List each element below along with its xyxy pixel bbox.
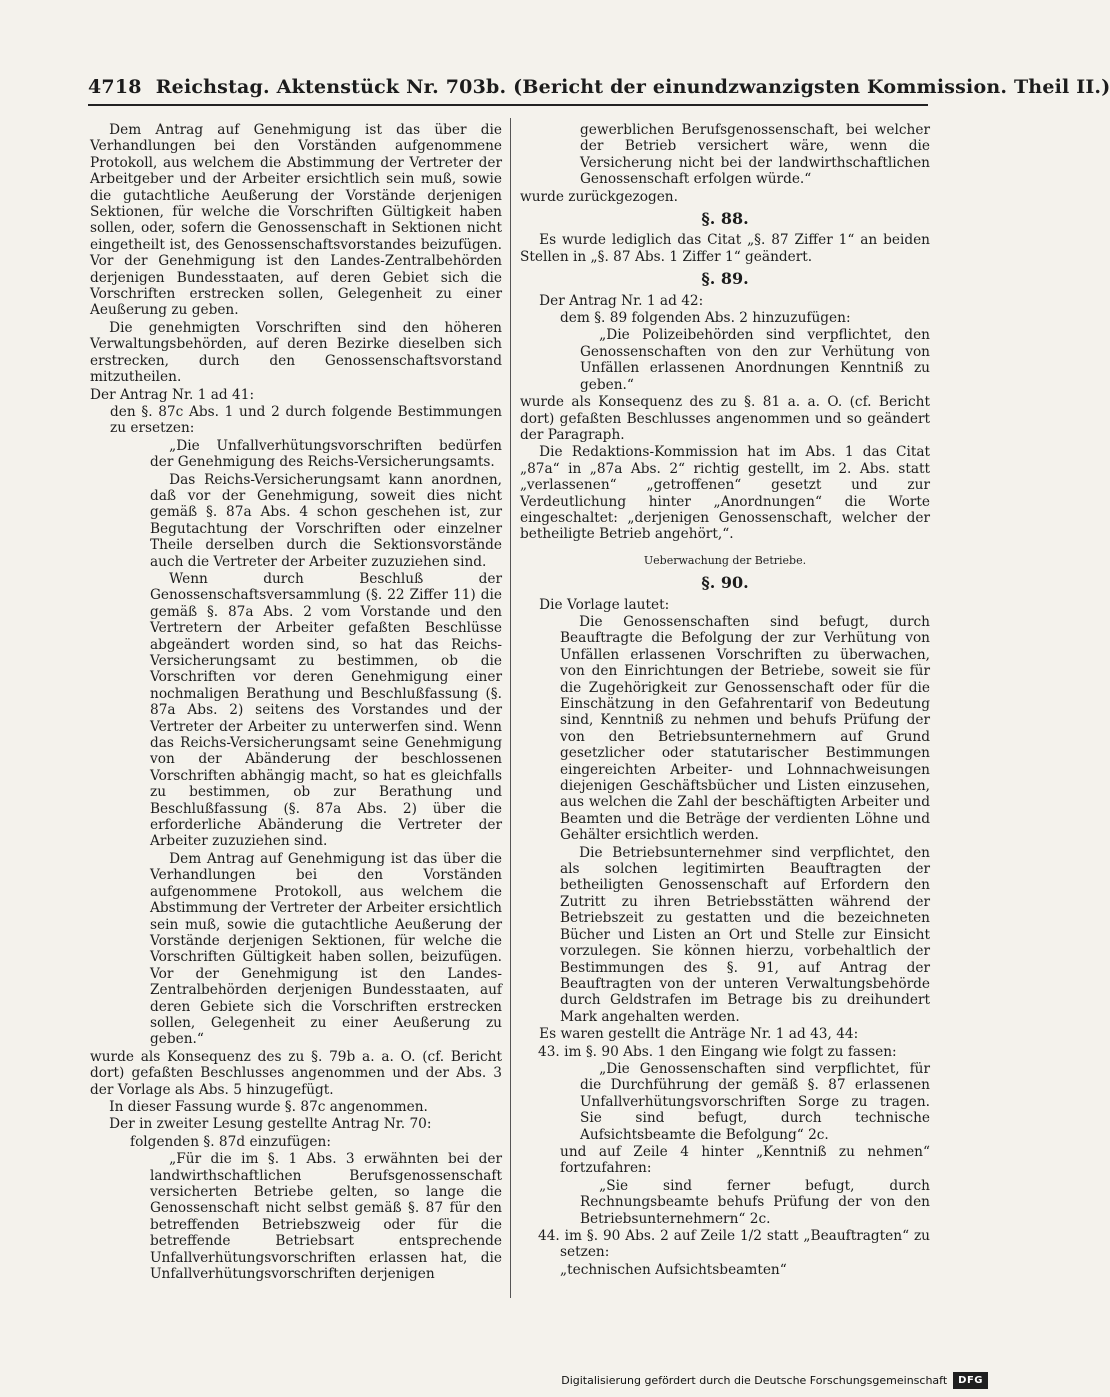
header-title: Reichstag. Aktenstück Nr. 703b. (Bericht der einundzwanzigsten Kommission. Theil II.) xyxy=(155,76,1110,98)
paragraph: Die genehmigten Vorschriften sind den höheren Verwaltungsbehörden, auf deren Bezirke dieselben sich erstrecken, durch den Genossenschaftsvorstand mitzutheilen. xyxy=(90,319,502,386)
paragraph: Der in zweiter Lesung gestellte Antrag Nr. 70: xyxy=(109,1116,432,1133)
section-heading: §. 90. xyxy=(701,573,749,593)
quoted-paragraph: „Für die im §. 1 Abs. 3 erwähnten bei der landwirthschaftlichen Berufsgenossenschaft versicherten Betriebe gelten, so lange die Genossenschaft nicht selbst gemäß §. 87 für den betreffenden Betriebszweig oder für die betreffende Betriebsart entsprechende Unfallverhütungsvorschriften erlassen hat, die Unfallverhütungsvorschriften derjenigen xyxy=(150,1151,502,1283)
paragraph: wurde als Konsequenz des zu §. 81 a. a. O. (cf. Bericht dort) gefaßten Beschlusses angenommen und so geändert der Paragraph. xyxy=(520,394,930,443)
quoted-paragraph: „Die Genossenschaften sind verpflichtet, für die Durchführung der gemäß §. 87 erlassenen Unfallverhütungsvorschriften Sorge zu tragen. Sie sind befugt, durch technische Aufsichtsbeamte die Befolgung“ 2c. xyxy=(580,1060,930,1143)
quoted-paragraph: „Sie sind ferner befugt, durch Rechnungsbeamte behufs Prüfung der von den Betriebsunternehmern“ 2c. xyxy=(580,1177,930,1227)
quoted-paragraph: Die Genossenschaften sind befugt, durch Beauftragte die Befolgung der zur Verhütung von Unfällen erlassenen Vorschriften zu überwachen, von den Einrichtungen der Betriebe, soweit sie für die Zugehörigkeit zur Genossenschaft oder für die Einschätzung in den Gefahrentarif von Bedeutung sind, Kenntniß zu nehmen und behufs Prüfung der von den Betriebsunternehmern auf Grund gesetzlicher oder statutarischer Bestimmungen eingereichten Arbeiter- und Lohnnachweisungen diejenigen Geschäftsbücher und Listen einzusehen, aus welchen die Zahl der beschäftigten Arbeiter und Beamten und die Beträge der verdienten Löhne und Gehälter ersichtlich werden. xyxy=(560,613,930,844)
paragraph: Der Antrag Nr. 1 ad 42: xyxy=(539,292,704,309)
paragraph: und auf Zeile 4 hinter „Kenntniß zu nehmen“ fortzufahren: xyxy=(560,1143,930,1177)
dfg-logo: DFG xyxy=(953,1372,988,1389)
quoted-paragraph: „technischen Aufsichtsbeamten“ xyxy=(560,1261,787,1278)
section-heading: §. 88. xyxy=(701,209,749,229)
footer-text: Digitalisierung gefördert durch die Deutsche Forschungsgemeinschaft xyxy=(561,1373,948,1387)
subsection-heading: Ueberwachung der Betriebe. xyxy=(643,553,807,567)
paragraph: Es waren gestellt die Anträge Nr. 1 ad 43, 44: xyxy=(539,1026,859,1043)
paragraph: Der Antrag Nr. 1 ad 41: xyxy=(90,386,255,403)
paragraph: Die Redaktions-Kommission hat im Abs. 1 das Citat „87a“ in „87a Abs. 2“ richtig gestellt, im 2. Abs. statt „verlassenen“ „getroffenen“ gesetzt und zur Verdeutlichung hinter „Anordnungen“ die Worte eingeschaltet: „derjenigen Genossenschaft, welcher der betheiligte Betrieb angehört,“. xyxy=(520,444,930,543)
right-column xyxy=(520,122,930,1279)
header-rule xyxy=(88,104,928,106)
quoted-paragraph: Das Reichs-Versicherungsamt kann anordnen, daß vor der Genehmigung, soweit dies nicht gemäß §. 87a Abs. 4 schon geschehen ist, zur Begutachtung der Vorschriften oder einzelner Theile derselben durch die Sektionsvorstände auch die Vertreter der Arbeiter zuzuziehen sind. xyxy=(150,471,502,570)
quoted-paragraph: „Die Polizeibehörden sind verpflichtet, den Genossenschaften von den zur Verhütung von Unfällen erlassenen Anordnungen Kenntniß zu geben.“ xyxy=(580,327,930,393)
quoted-paragraph: Die Betriebsunternehmer sind verpflichtet, den als solchen legitimirten Beauftragten der betheiligten Genossenschaft auf Erfordern den Zutritt zu ihren Betriebsstätten während der Betriebszeit zu gestatten und die bezeichneten Bücher und Listen an Ort und Stelle zur Einsicht vorzulegen. Sie können hierzu, vorbehaltlich der Bestimmungen des §. 91, auf Antrag der Beauftragten von der unteren Verwaltungsbehörde durch Geldstrafen im Betrage bis zu dreihundert Mark angehalten werden. xyxy=(560,844,930,1025)
running-header xyxy=(88,76,1110,98)
page-number: 4718 xyxy=(88,76,142,98)
quoted-paragraph: Dem Antrag auf Genehmigung ist das über die Verhandlungen bei den Vorständen aufgenommene Protokoll, aus welchem die Abstimmung der Vertreter der Arbeiter ersichtlich sein muß, sowie die gutachtliche Aeußerung der Vorstände derjenigen Sektionen, für welche die Vorschriften Gültigkeit haben sollen, beizufügen. Vor der Genehmigung ist den Landes-Zentralbehörden derjenigen Bundesstaaten, auf deren Gebiete sich die Vorschriften erstrecken sollen, Gelegenheit zu einer Aeußerung zu geben.“ xyxy=(150,850,502,1048)
column-divider xyxy=(510,118,511,1298)
paragraph: Die Vorlage lautet: xyxy=(539,596,670,613)
digitization-footer xyxy=(561,1369,988,1391)
paragraph: wurde zurückgezogen. xyxy=(520,188,678,205)
left-column xyxy=(90,122,502,1283)
list-item: 44. im §. 90 Abs. 2 auf Zeile 1/2 statt „Beauftragten“ zu setzen: xyxy=(538,1228,930,1261)
section-heading: §. 89. xyxy=(701,269,749,289)
paragraph: In dieser Fassung wurde §. 87c angenommen. xyxy=(109,1098,428,1115)
quoted-paragraph: Wenn durch Beschluß der Genossenschaftsversammlung (§. 22 Ziffer 11) die gemäß §. 87a Abs. 2 vom Vorstande und den Vertretern der Arbeiter gefaßten Beschlüsse abgeändert worden sind, so hat das Reichs-Versicherungsamt zu bestimmen, ob die Vorschriften vor deren Genehmigung einer nochmaligen Berathung und Beschlußfassung (§. 87a Abs. 2) seitens des Vorstandes und der Vertreter der Arbeiter zu unterwerfen sind. Wenn das Reichs-Versicherungsamt seine Genehmigung von der Abänderung der beschlossenen Vorschriften abhängig macht, so hat es gleichfalls zu bestimmen, ob zur Berathung und Beschlußfassung (§. 87a Abs. 2) über die erforderliche Abänderung die Vertreter der Arbeiter zuzuziehen sind. xyxy=(150,570,502,850)
list-item: 43. im §. 90 Abs. 1 den Eingang wie folgt zu fassen: xyxy=(538,1043,897,1060)
paragraph: Es wurde lediglich das Citat „§. 87 Ziffer 1“ an beiden Stellen in „§. 87 Abs. 1 Ziffer 1“ geändert. xyxy=(520,232,930,265)
paragraph: wurde als Konsequenz des zu §. 79b a. a. O. (cf. Bericht dort) gefaßten Beschlusses angenommen und der Abs. 3 der Vorlage als Abs. 5 hinzugefügt. xyxy=(90,1048,502,1098)
paragraph: dem §. 89 folgenden Abs. 2 hinzuzufügen: xyxy=(560,310,851,327)
quoted-paragraph: „Die Unfallverhütungsvorschriften bedürfen der Genehmigung des Reichs-Versicherungsamts. xyxy=(150,437,502,471)
paragraph: folgenden §. 87d einzufügen: xyxy=(130,1133,331,1150)
quoted-paragraph: gewerblichen Berufsgenossenschaft, bei welcher der Betrieb versichert wäre, wenn die Versicherung nicht bei der landwirthschaftlichen Genossenschaft erfolgen würde.“ xyxy=(580,122,930,188)
paragraph: Dem Antrag auf Genehmigung ist das über die Verhandlungen bei den Vorständen aufgenommene Protokoll, aus welchem die Abstimmung der Vertreter der Arbeitgeber und der Arbeiter ersichtlich sein muß, sowie die gutachtliche Aeußerung der Vorstände derjenigen Sektionen, für welche die Vorschriften Gültigkeit haben sollen, oder, sofern die Genossenschaft in Sektionen nicht eingetheilt ist, des Genossenschaftsvorstandes beizufügen. Vor der Genehmigung ist den Landes-Zentralbehörden derjenigen Bundesstaaten, auf deren Gebiet sich die Vorschriften erstrecken sollen, Gelegenheit zu einer Aeußerung zu geben. xyxy=(90,122,502,319)
paragraph: den §. 87c Abs. 1 und 2 durch folgende Bestimmungen zu ersetzen: xyxy=(110,403,502,437)
